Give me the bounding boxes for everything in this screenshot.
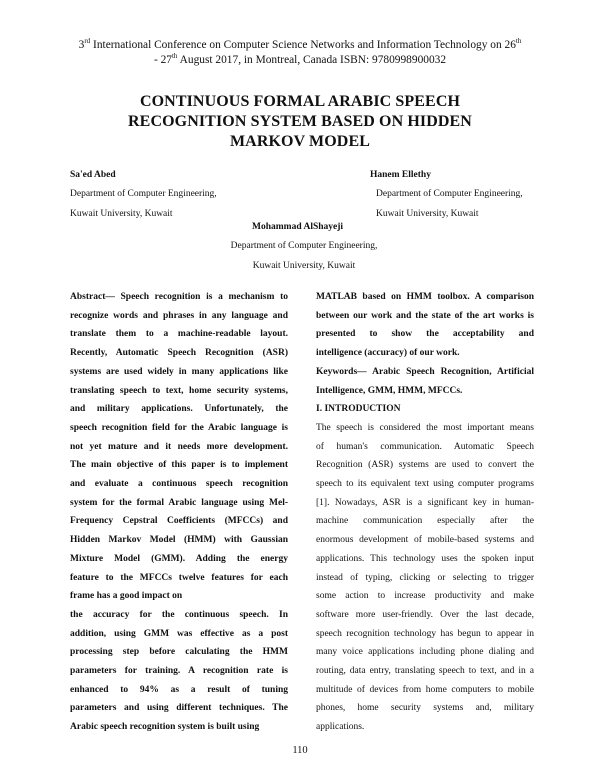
abstract-cont-line: intelligence (accuracy) of our work. [316, 348, 460, 359]
author-affiliation-1 [70, 184, 217, 224]
keywords-line-1: Keywords— Arabic Speech Recognition, Artificial [316, 366, 534, 377]
abstract-cont-line: between our work and the state of the art works is [316, 310, 534, 321]
conference-header [40, 38, 560, 68]
author-univ-1: Kuwait University, Kuwait [70, 209, 173, 219]
intro-line: applications. [316, 722, 365, 733]
author-univ-2: Kuwait University, Kuwait [376, 209, 479, 219]
intro-line: The speech is considered the most important means [316, 422, 534, 433]
intro-line: [1]. Nowadays, ASR is a significant key in human- [316, 497, 534, 508]
abstract-line: the accuracy for the continuous speech. In [70, 609, 288, 620]
abstract-column [70, 288, 288, 737]
intro-line: machine communication especially after the [316, 516, 534, 527]
right-column [316, 288, 534, 737]
abstract-line: enhanced to 94% as a result of tuning [70, 684, 288, 695]
title-line-3: MARKOV MODEL [229, 133, 370, 150]
abstract-line: The main objective of this paper is to implement [70, 460, 288, 471]
intro-line: Recognition (ASR) systems are used to convert the [316, 460, 534, 471]
author-name-3: Mohammad AlShayeji [252, 222, 344, 232]
abstract-line: and military applications. Unfortunately, the [70, 404, 288, 415]
author-univ-3: Kuwait University, Kuwait [252, 261, 356, 271]
abstract-line: translating speech to text, home security systems, [70, 385, 288, 396]
keywords-line-2: Intelligence, GMM, HMM, MFCCs. [316, 385, 463, 396]
author-dept-3: Department of Computer Engineering, [230, 241, 378, 251]
abstract-line: Hidden Markov Model (HMM) with Gaussian [70, 535, 288, 546]
abstract-line: Abstract— Speech recognition is a mechanism to [70, 292, 288, 302]
abstract-cont-line: MATLAB based on HMM toolbox. A comparison [316, 292, 534, 302]
abstract-line: Mixture Model (GMM). Adding the energy [70, 553, 288, 564]
title-line-2: RECOGNITION SYSTEM BASED ON HIDDEN [128, 113, 472, 130]
abstract-line: addition, using GMM was effective as a post [70, 628, 288, 639]
abstract-line: systems are used widely in many applications like [70, 366, 288, 377]
intro-line: software more user-friendly. Over the last decade, [316, 609, 534, 620]
intro-line: many voice applications including phone dialing and [316, 647, 534, 658]
header-line-2: - 27th August 2017, in Montreal, Canada ISBN: 9780998900032 [153, 52, 447, 66]
intro-line: applications. This technology uses the spoken input [316, 553, 534, 564]
intro-line: multitude of devices from home computers to mobile [316, 684, 534, 695]
intro-line: instead of typing, clicking or selecting to trigger [316, 572, 534, 583]
abstract-line: recognize words and phrases in any language and [70, 310, 288, 321]
title-line-1: CONTINUOUS FORMAL ARABIC SPEECH [139, 93, 461, 110]
abstract-line: frame has a good impact on [70, 591, 183, 602]
intro-line: speech recognition technology has begun to appear in [316, 628, 534, 639]
abstract-line: and evaluate a continuous speech recognition [70, 479, 288, 490]
author-affiliation-2 [376, 184, 523, 224]
abstract-line: Recently, Automatic Speech Recognition (ASR) [70, 348, 288, 359]
abstract-line: parameters for training. A recognition rate is [70, 666, 288, 677]
abstract-cont-line: presented to show the acceptability and [316, 329, 534, 340]
abstract-line: speech recognition field for the Arabic language is [70, 422, 288, 433]
paper-title [70, 92, 530, 152]
intro-line: phones, home security systems and, military [316, 703, 534, 714]
abstract-line: system for the formal Arabic language using Mel- [70, 497, 288, 508]
abstract-line: Frequency Cepstral Coefficients (MFCCs) and [70, 516, 288, 527]
intro-line: of human's communication. Automatic Speech [316, 441, 534, 452]
header-line-1: 3rd International Conference on Computer Science Networks and Information Technology on 26th [78, 37, 522, 51]
author-affiliation-3 [222, 236, 386, 276]
abstract-line: processing step before calculating the HMM [70, 647, 288, 658]
abstract-line: feature to the MFCCs twelve features for each [70, 572, 288, 583]
author-dept-1: Department of Computer Engineering, [70, 189, 217, 199]
intro-line: speech to its equivalent text using computer programs [316, 479, 534, 490]
intro-line: routing, data entry, translating speech to text, and in a [316, 666, 534, 677]
abstract-line: Arabic speech recognition system is built using [70, 722, 260, 733]
intro-line: enormous development of mobile-based systems and [316, 535, 534, 546]
abstract-line: not yet mature and it needs more development. [70, 441, 288, 452]
abstract-line: translate them to a machine-readable layout. [70, 329, 288, 340]
author-name-1: Sa'ed Abed [70, 170, 116, 180]
page-number: 110 [292, 745, 308, 756]
author-dept-2: Department of Computer Engineering, [376, 189, 523, 199]
intro-heading: I. INTRODUCTION [316, 404, 401, 415]
abstract-line: parameters and using different techniques. The [70, 703, 288, 714]
intro-line: some action to increase productivity and make [316, 591, 534, 602]
author-name-2: Hanem Ellethy [370, 170, 431, 180]
